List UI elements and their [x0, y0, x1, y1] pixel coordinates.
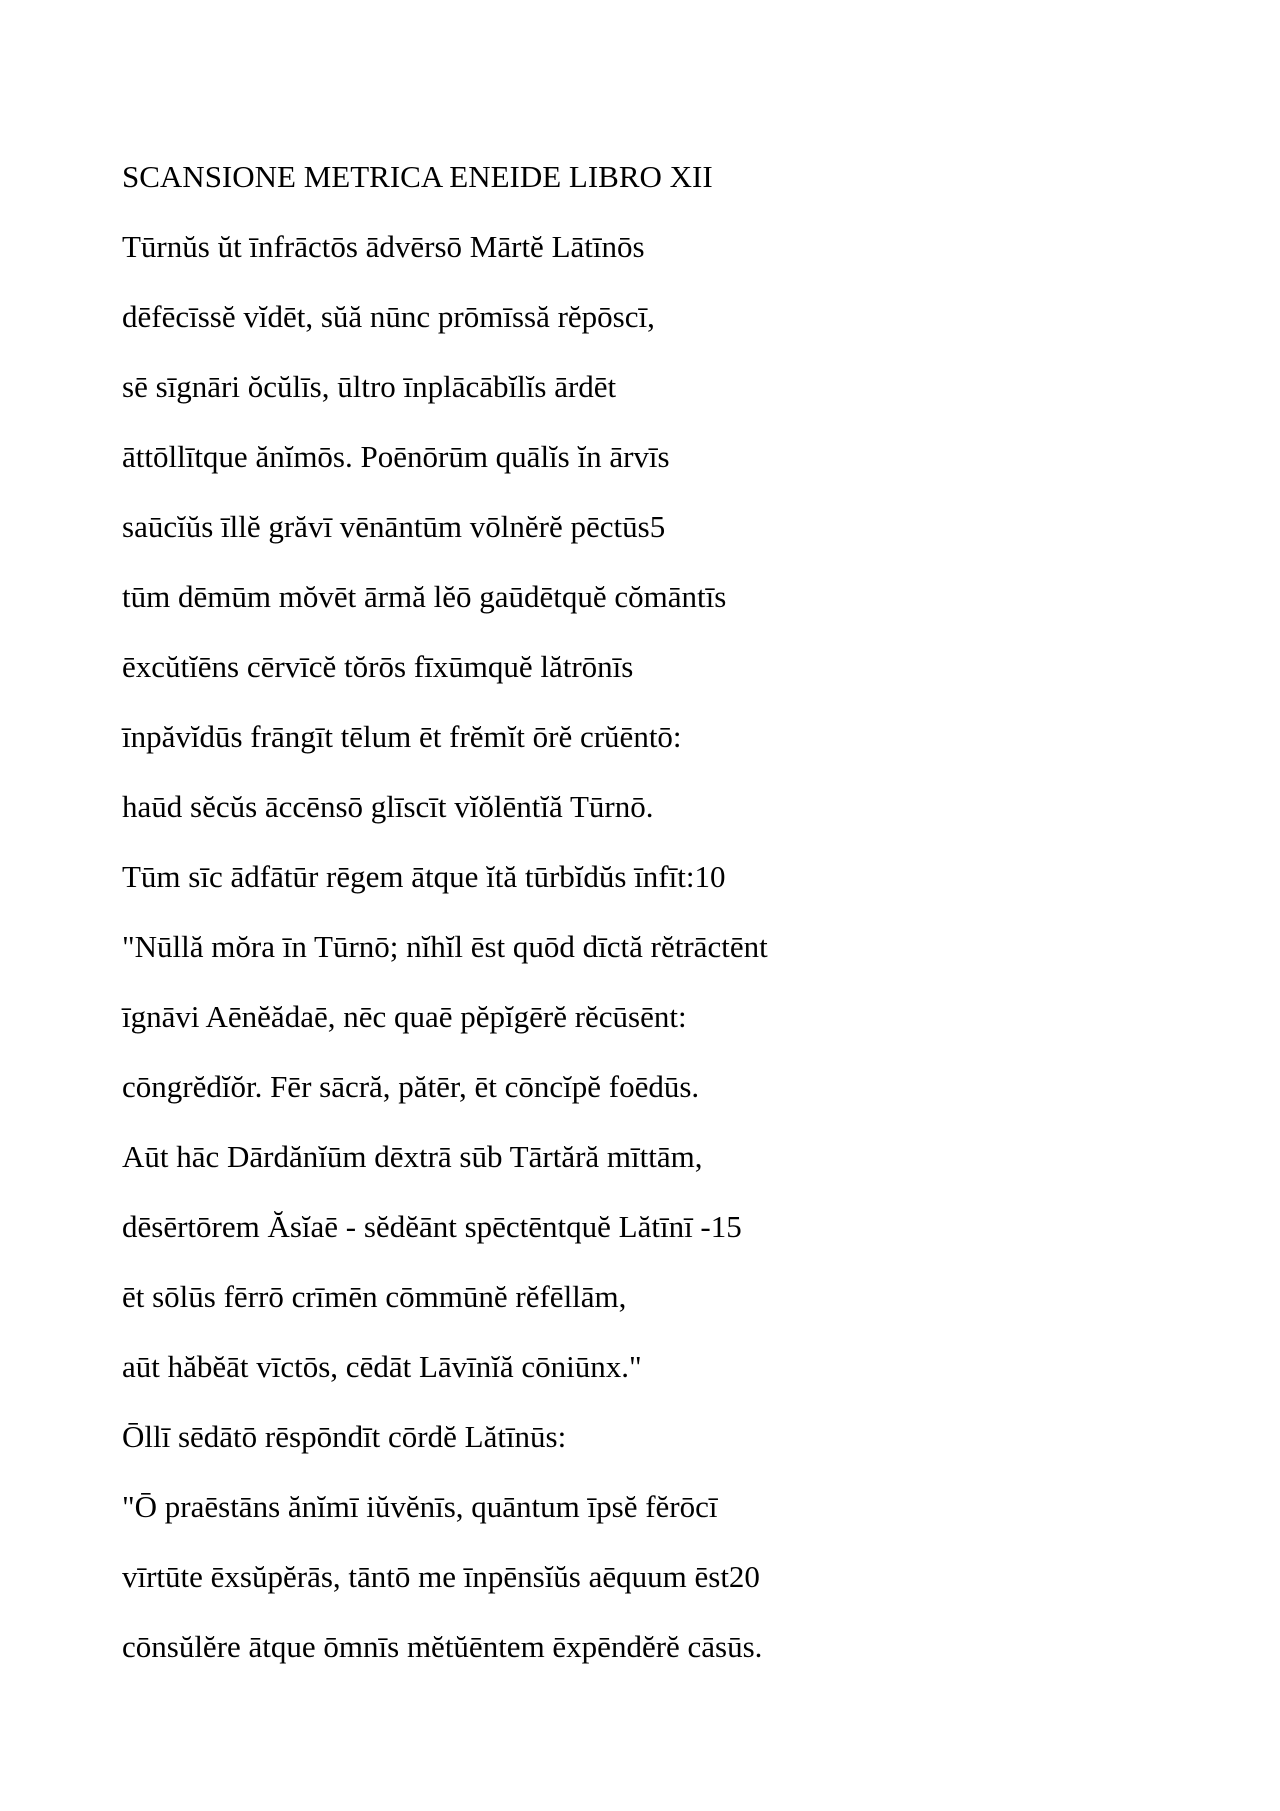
verse-line: "Ō praēstāns ănĭmī iŭvĕnīs, quāntum īpsĕ fĕrōcī [122, 1489, 718, 1524]
verse-line: haūd sĕcŭs āccēnsō glīscīt vĭŏlēntĭă Tūrnō. [122, 789, 654, 824]
verse-line: Tūm sīc ādfātūr rēgem ātque ĭtă tūrbĭdŭs īnfīt:10 [122, 859, 726, 894]
verse-line: ēxcŭtĭēns cērvīcĕ tŏrōs fīxūmquĕ lătrōnīs [122, 649, 634, 684]
verse-line: saūcĭŭs īllĕ grăvī vēnāntūm vōlnĕrĕ pēctūs5 [122, 509, 666, 544]
verse-line: cōngrĕdĭŏr. Fēr sācră, pătēr, ēt cōncĭpĕ foēdūs. [122, 1069, 700, 1104]
verse-line: dēfēcīssĕ vĭdēt, sŭă nūnc prōmīssă rĕpōscī, [122, 299, 655, 334]
verse-line: īgnāvi Aēnĕădaē, nēc quaē pĕpĭgērĕ rĕcūsēnt: [122, 999, 687, 1034]
verse-line: cōnsŭlĕre ātque ōmnīs mĕtŭēntem ēxpēndĕrĕ cāsūs. [122, 1629, 763, 1664]
verse-line: ēt sōlūs fērrō crīmēn cōmmūnĕ rĕfēllām, [122, 1279, 627, 1314]
verse-line: Aūt hāc Dārdănĭūm dēxtrā sūb Tārtără mīttām, [122, 1139, 703, 1174]
verse-line: vīrtūte ēxsŭpĕrās, tāntō me īnpēnsĭŭs aēquum ēst20 [122, 1559, 760, 1594]
verse-line: "Nūllă mŏra īn Tūrnō; nĭhĭl ēst quōd dīctă rĕtrāctēnt [122, 929, 768, 964]
verse-line: sē sīgnāri ŏcŭlīs, ūltro īnplācābĭlĭs ārdēt [122, 369, 617, 404]
verse-line: Tūrnŭs ŭt īnfrāctōs ādvērsō Mārtĕ Lātīnōs [122, 229, 645, 264]
verse-line: dēsērtōrem Ăsĭaē - sĕdĕānt spēctēntquĕ Lătīnī -15 [122, 1209, 742, 1244]
verse-line: aūt hăbĕāt vīctōs, cēdāt Lāvīnĭă cōniūnx." [122, 1349, 642, 1384]
verse-line: Ōllī sēdātō rēspōndīt cōrdĕ Lătīnūs: [122, 1419, 567, 1454]
verse-line: āttōllītque ănĭmōs. Poēnōrūm quālĭs ĭn ārvīs [122, 439, 670, 474]
document-body [122, 142, 1162, 1682]
verse-line: tūm dēmūm mŏvēt ārmă lĕō gaūdētquĕ cŏmāntīs [122, 579, 727, 614]
verse-line: īnpăvĭdūs frāngīt tēlum ēt frĕmĭt ōrĕ crŭēntō: [122, 719, 682, 754]
document-title: SCANSIONE METRICA ENEIDE LIBRO XII [122, 159, 713, 194]
